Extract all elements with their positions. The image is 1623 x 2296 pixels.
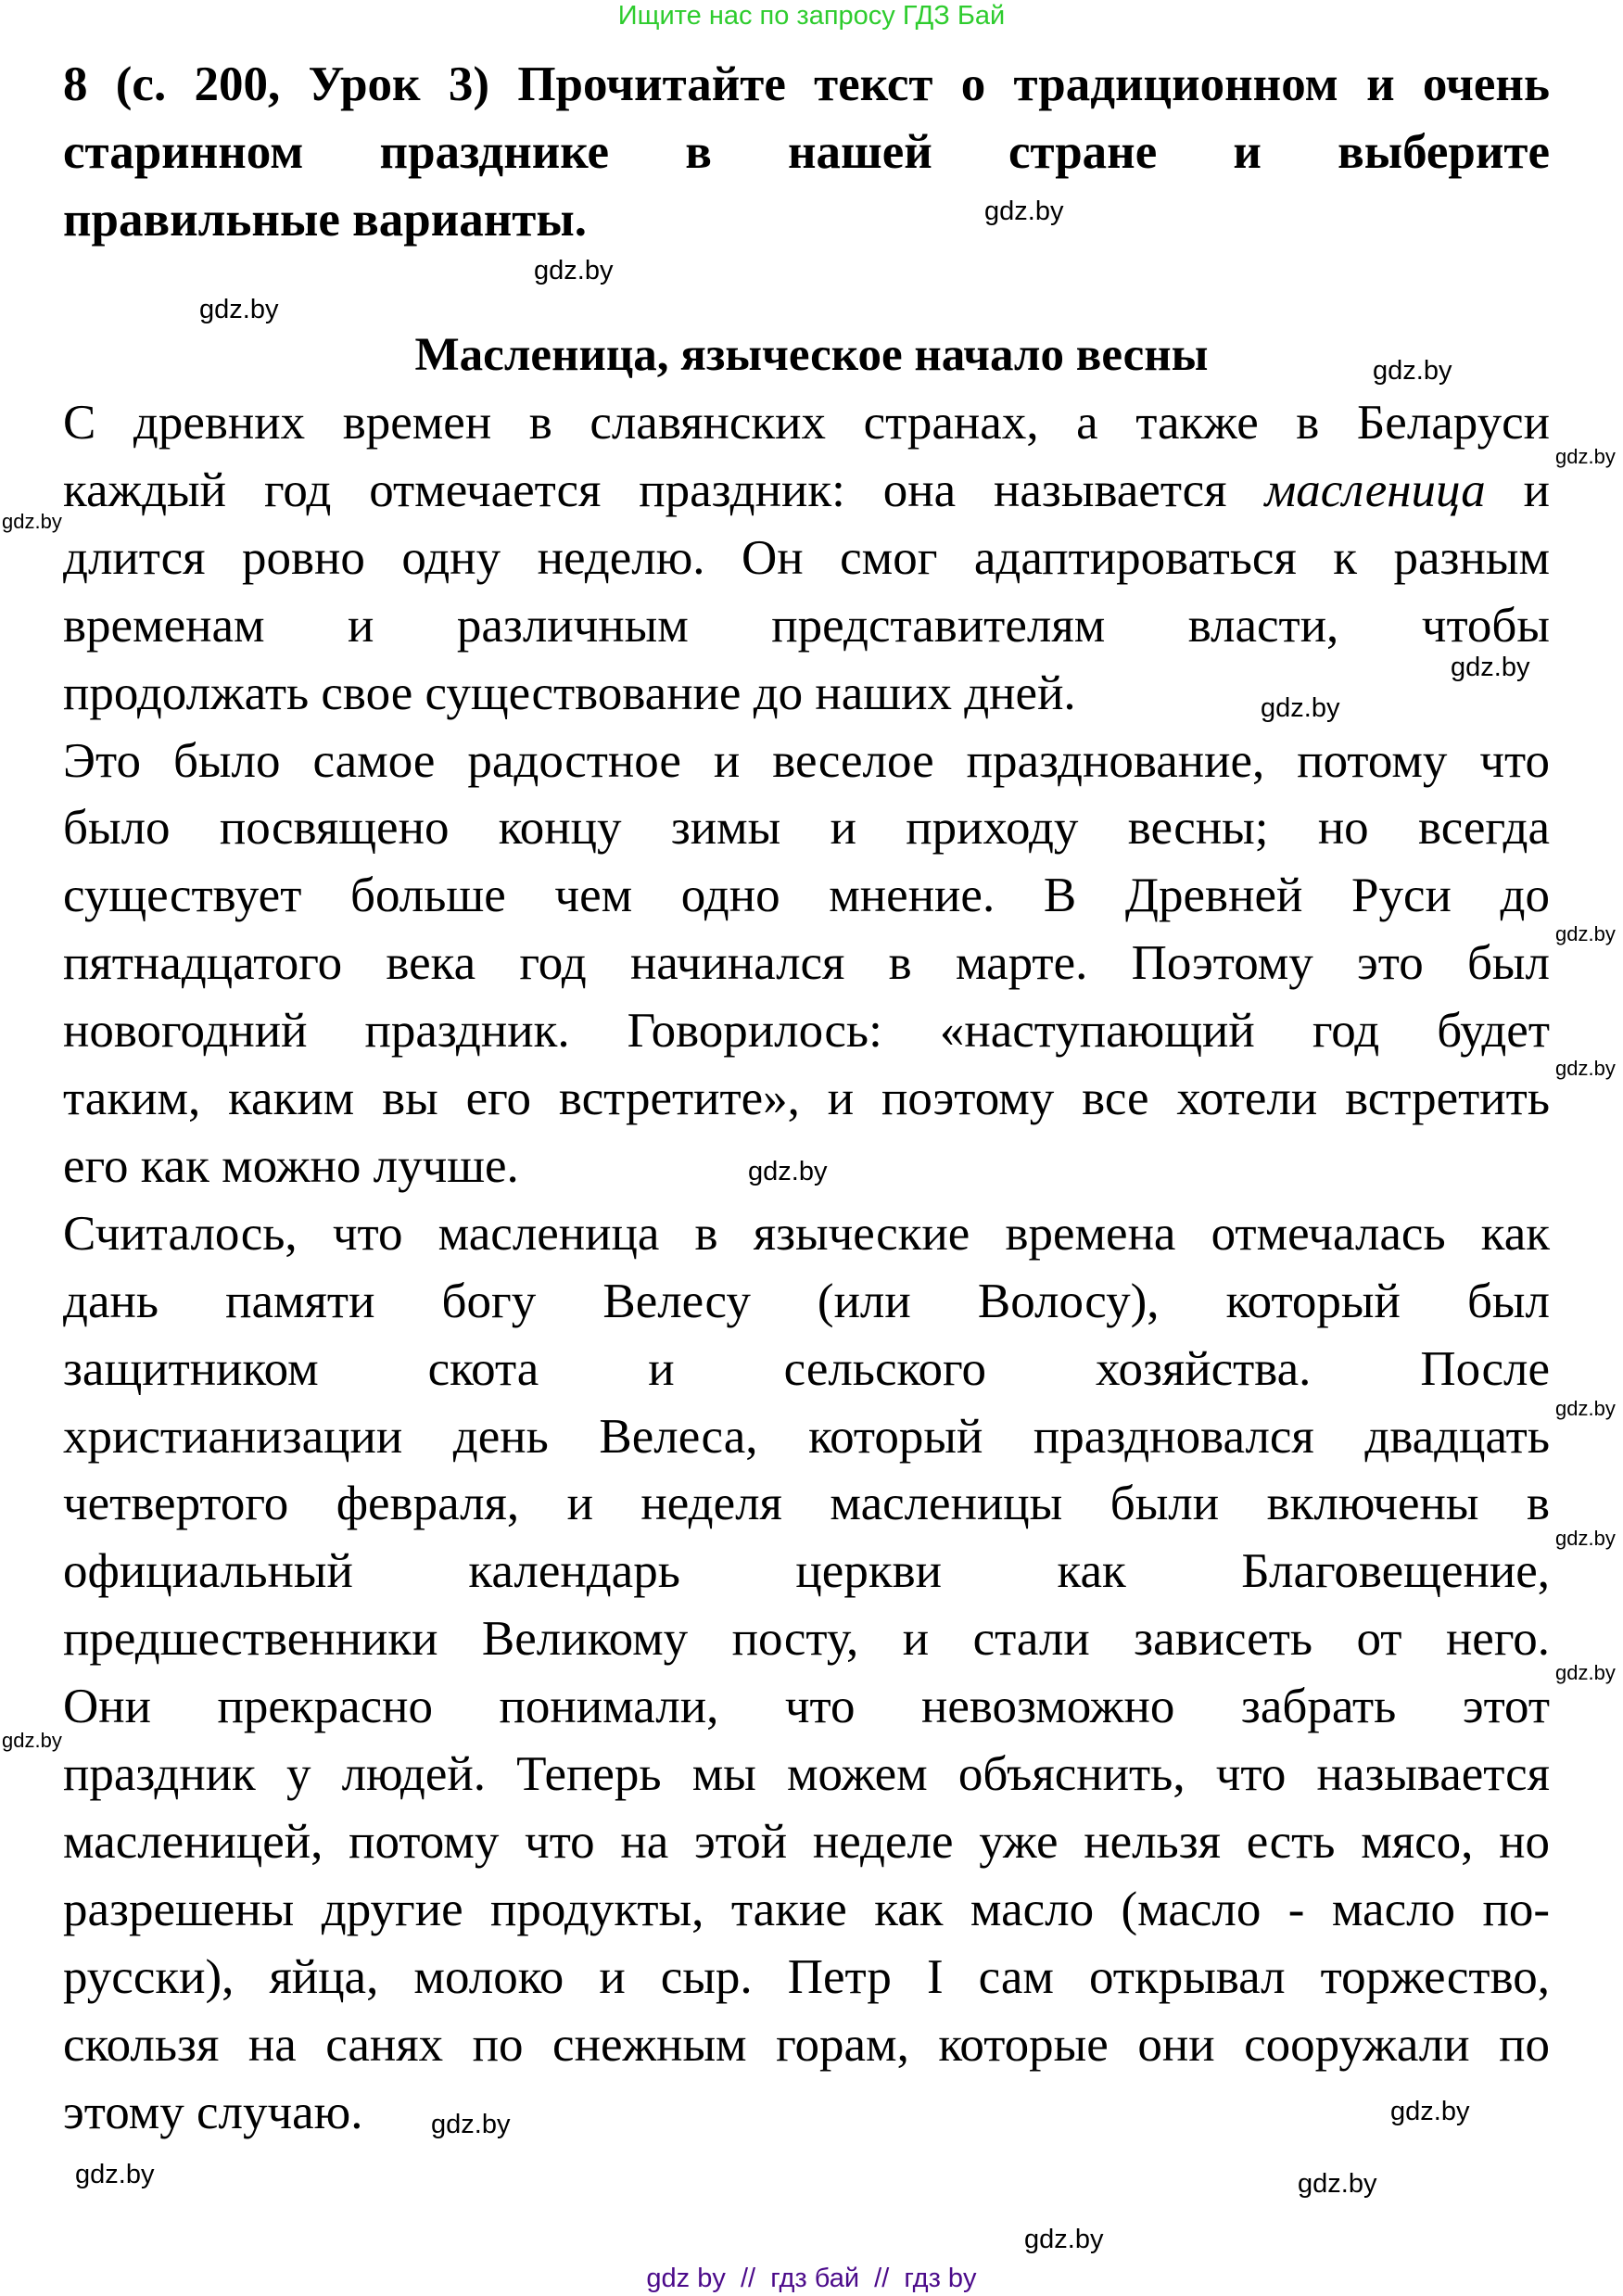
body-line: христианизации день Велеса, который праздновался двадцать (63, 1409, 1550, 1464)
watermark: gdz.by (1373, 356, 1452, 386)
body-line: существует больше чем одно мнение. В Древней Руси до (63, 869, 1550, 923)
body-line: масленицей, потому что на этой неделе уже нельзя есть мясо, но (63, 1814, 1550, 1869)
body-line: русски), яйца, молоко и сыр. Петр I сам открывал торжество, (63, 1949, 1550, 2004)
watermark: gdz.by (1555, 922, 1616, 945)
watermark: gdz.by (1261, 693, 1340, 723)
watermark: gdz.by (1451, 653, 1530, 682)
watermark: gdz.by (1555, 1661, 1616, 1684)
watermark: gdz.by (1555, 1527, 1616, 1550)
italic-term: масленица (1264, 463, 1486, 517)
body-line: таким, каким вы его встретите», и поэтому все хотели встретить (63, 1072, 1550, 1125)
body-line: четвертого февраля, и неделя масленицы были включены в (63, 1477, 1550, 1531)
body-line: разрешены другие продукты, такие как масло (масло - масло по- (63, 1882, 1550, 1936)
search-banner: Ищите нас по запросу ГДЗ Бай (617, 1, 1006, 31)
watermark: gdz.by (748, 1157, 828, 1186)
body-line: защитником скота и сельского хозяйства. После (63, 1341, 1550, 1396)
watermark: gdz.by (199, 295, 279, 324)
watermark: gdz.by (2, 1729, 62, 1752)
body-line: официальный календарь церкви как Благовещение, (63, 1544, 1550, 1599)
body-line: новогодний праздник. Говорилось: «наступающий год будет (63, 1004, 1550, 1059)
watermark: gdz.by (2, 510, 62, 533)
text-title: Масленица, языческое начало весны (414, 329, 1209, 381)
watermark: gdz.by (1298, 2169, 1377, 2199)
body-line: продолжать свое существование до наших дней. (63, 666, 1076, 720)
watermark: gdz.by (984, 197, 1064, 226)
task-heading-line: старинном празднике в нашей стране и выберите (63, 125, 1550, 179)
watermark: gdz.by (1555, 1057, 1616, 1080)
body-line: временам и различным представителям власти, чтобы (63, 598, 1550, 653)
body-line: длится ровно одну неделю. Он смог адаптироваться к разным (63, 530, 1550, 585)
footer-links: gdz by // гдз бай // гдз by (646, 2264, 977, 2293)
body-line: Это было самое радостное и веселое празднование, потому что (63, 733, 1550, 788)
watermark: gdz.by (1555, 1397, 1616, 1420)
watermark: gdz.by (1555, 445, 1616, 468)
watermark: gdz.by (431, 2110, 511, 2139)
task-heading-line: правильные варианты. (63, 193, 587, 247)
body-line: С древних времен в славянских странах, а также в Беларуси (63, 396, 1550, 450)
body-text: каждый год отмечается праздник: она называется (63, 463, 1265, 517)
body-line: пятнадцатого века год начинался в марте. Поэтому это был (63, 936, 1550, 991)
body-line: его как можно лучше. (63, 1138, 519, 1193)
watermark: gdz.by (1024, 2225, 1104, 2254)
task-heading-line: 8 (с. 200, Урок 3) Прочитайте текст о традиционном и очень (63, 57, 1550, 111)
body-line: Считалось, что масленица в языческие времена отмечалась как (63, 1206, 1550, 1261)
watermark: gdz.by (1390, 2097, 1470, 2126)
body-line (63, 457, 1550, 525)
body-line: дань памяти богу Велесу (или Волосу), который был (63, 1274, 1550, 1328)
body-line: предшественники Великому посту, и стали зависеть от него. (63, 1612, 1550, 1667)
watermark: gdz.by (75, 2160, 155, 2189)
body-text: и (1485, 463, 1550, 517)
watermark: gdz.by (534, 256, 614, 285)
body-line: скользя на санях по снежным горам, которые они сооружали по (63, 2017, 1550, 2072)
body-line: этому случаю. (63, 2085, 363, 2139)
body-line: Они прекрасно понимали, что невозможно забрать этот (63, 1680, 1550, 1734)
body-line: праздник у людей. Теперь мы можем объяснить, что называется (63, 1747, 1550, 1801)
body-line: было посвящено концу зимы и приходу весны; но всегда (63, 801, 1550, 856)
